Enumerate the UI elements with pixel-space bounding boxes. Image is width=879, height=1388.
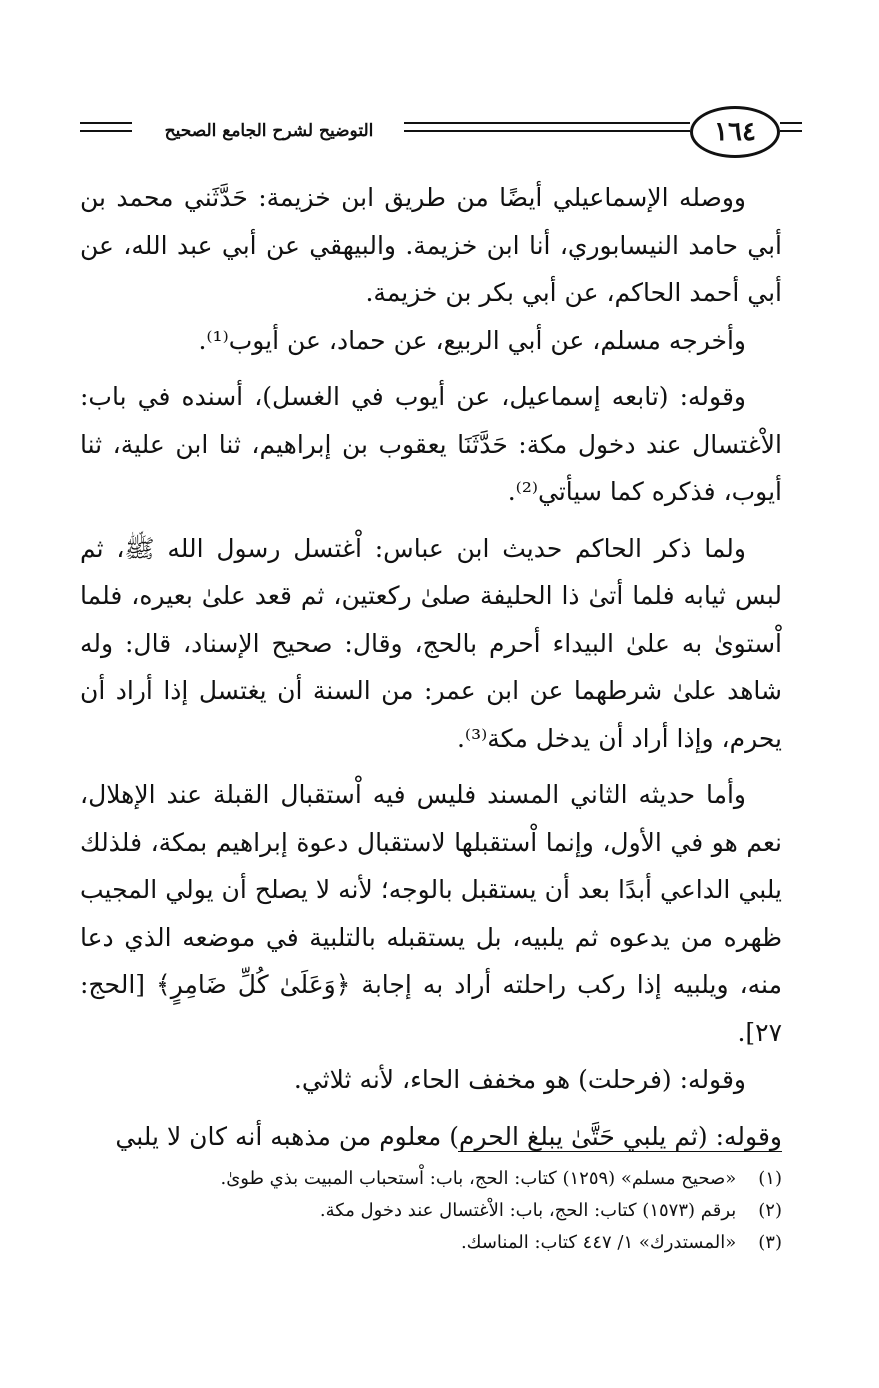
footnote-number: (٣)	[758, 1232, 782, 1253]
running-header	[0, 100, 879, 164]
header-rule	[80, 130, 132, 132]
header-rule	[404, 130, 690, 132]
paragraph: ووصله الإسماعيلي أيضًا من طريق ابن خزيمة: حَدَّثَني محمد بن أبي حامد النيسابوري، أنا ابن خزيمة. والبيهقي عن أبي عبد الله، عن أبي أحمد الحاكم، عن أبي بكر بن خزيمة.	[80, 183, 782, 307]
footnote-separator	[458, 1151, 782, 1152]
running-title: التوضيح لشرح الجامع الصحيح	[164, 121, 374, 141]
paragraph: وقوله: (ثم يلبي حَتَّىٰ يبلغ الحرم) معلوم من مذهبه أنه كان لا يلبي	[115, 1121, 782, 1151]
footnotes	[80, 1163, 782, 1259]
header-rule	[780, 122, 802, 124]
page-number: ١٦٤	[690, 106, 780, 158]
footnote-text: «المستدرك» ١/ ٤٤٧ كتاب: المناسك.	[460, 1232, 737, 1253]
footnote-text: برقم (١٥٧٣) كتاب: الحج، باب: الاْغتسال عند دخول مكة.	[319, 1200, 737, 1221]
main-text	[80, 174, 782, 1160]
header-rule	[404, 122, 690, 124]
paragraph: وقوله: (تابعه إسماعيل، عن أيوب في الغسل)، أسنده في باب: الاْغتسال عند دخول مكة: حَدَّثَنَا يعقوب بن إبراهيم، ثنا ابن علية، ثنا أيوب، فذكره كما سيأتي⁽²⁾.	[80, 382, 782, 506]
footnote-number: (١)	[758, 1168, 782, 1189]
header-rule	[80, 122, 132, 124]
header-rule	[780, 130, 802, 132]
footnote	[80, 1163, 782, 1195]
paragraph: وقوله: (فرحلت) هو مخفف الحاء، لأنه ثلاثي.	[293, 1065, 746, 1094]
footnote	[80, 1227, 782, 1259]
paragraph: ولما ذكر الحاكم حديث ابن عباس: اْغتسل رسول الله ﷺ، ثم لبس ثيابه فلما أتىٰ ذا الحليفة صلىٰ ركعتين، ثم قعد علىٰ بعيره، فلما اْستوىٰ به علىٰ البيداء أحرم بالحج، وقال: صحيح الإسناد، قال: وله شاهد علىٰ شرطهما عن ابن عمر: من السنة أن يغتسل إذا أراد أن يحرم، وإذا أراد أن يدخل مكة⁽³⁾.	[80, 533, 783, 753]
footnote	[80, 1195, 782, 1227]
footnote-text: «صحيح مسلم» (١٢٥٩) كتاب: الحج، باب: اْستحباب المبيت بذي طوىٰ.	[220, 1168, 737, 1189]
paragraph: وأما حديثه الثاني المسند فليس فيه اْستقبال القبلة عند الإهلال، نعم هو في الأول، وإنما اْستقبلها لاستقبال دعوة إبراهيم بمكة، فلذلك يلبي الداعي أبدًا بعد أن يستقبل بالوجه؛ لأنه لا يصلح أن يولي المجيب ظهره من يدعوه ثم يلبيه، بل يستقبله بالتلبية في موضعه الذي دعا منه، ويلبيه إذا ركب راحلته أراد به إجابة ﴿وَعَلَىٰ كُلِّ ضَامِرٍ﴾ [الحج: ٢٧].	[80, 780, 782, 1047]
paragraph: وأخرجه مسلم، عن أبي الربيع، عن حماد، عن أيوب⁽¹⁾.	[198, 325, 746, 355]
footnote-number: (٢)	[758, 1200, 782, 1221]
